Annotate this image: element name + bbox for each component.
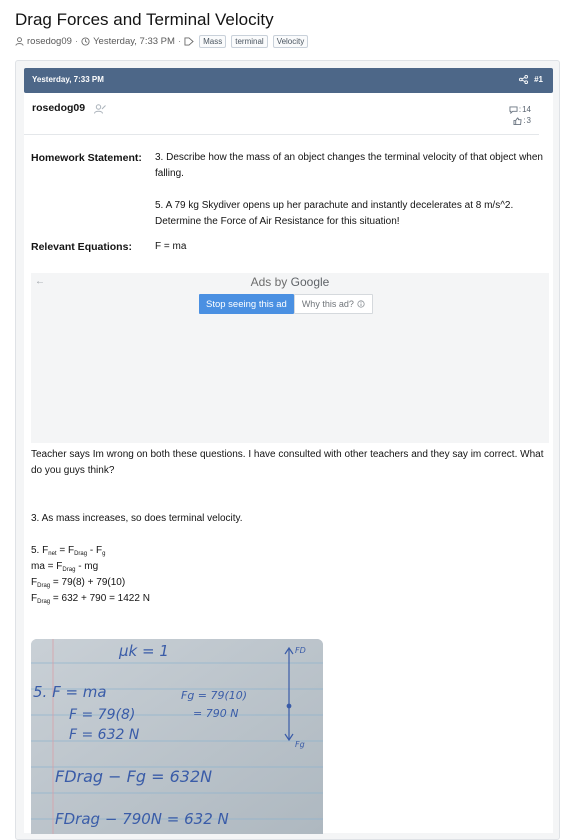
svg-text:FDrag − 790N = 632 N: FDrag − 790N = 632 N [55, 810, 229, 828]
attached-homework-photo[interactable] [31, 639, 323, 834]
equation-line-4: $F_{Drag} = 632 + 790 = 1422$ N [31, 593, 150, 605]
comment-icon [509, 106, 518, 114]
ad-back-arrow-icon[interactable]: ← [35, 276, 45, 287]
post-number-group [519, 75, 543, 84]
ad-brand-prefix: Ads by [250, 275, 288, 289]
why-this-ad-button[interactable] [294, 294, 373, 314]
post-body-text-1: Teacher says Im wrong on both these questions. I have consulted with other teachers and they say im correct. What do you guys think? [31, 449, 544, 476]
share-icon[interactable] [519, 75, 528, 84]
homework-statement-2: 5. A 79 kg Skydiver opens up her parachute and instantly decelerates at 8 m/s^2. Determine the Force of Air Resistance for this situation! [155, 200, 514, 227]
google-logo: Google [290, 275, 330, 289]
thread-title: Drag Forces and Terminal Velocity [15, 10, 274, 29]
user-row [24, 93, 539, 135]
post-body-text-2: 3. As mass increases, so does terminal velocity. [31, 513, 243, 524]
meta-separator: · [177, 36, 182, 47]
why-this-ad-label: Why this ad? [301, 299, 354, 309]
thread-meta [15, 35, 308, 48]
relevant-equations-text: F = ma [155, 241, 187, 252]
stop-seeing-ad-button[interactable]: Stop seeing this ad [199, 294, 294, 314]
equation-line-3: $F_{Drag} = 79(8) + 79(10)$ [31, 577, 126, 589]
homework-statement-1: 3. Describe how the mass of an object changes the terminal velocity of that object when falling. [155, 152, 543, 179]
svg-text:μk = 1: μk = 1 [119, 642, 169, 660]
ad-brand [31, 275, 549, 289]
tag-terminal[interactable]: terminal [231, 35, 267, 48]
tag-mass[interactable]: Mass [199, 35, 226, 48]
user-status-icon [94, 104, 106, 114]
tag-velocity[interactable]: Velocity [273, 35, 309, 48]
clock-icon [81, 37, 90, 46]
user-icon [15, 37, 24, 46]
thumbs-up-icon [513, 117, 522, 125]
post-number[interactable]: #1 [534, 75, 543, 84]
equation-line-2: ma = $F_{Drag}$ - mg [31, 561, 99, 573]
replies-stat: : 14 [509, 104, 531, 115]
post-username[interactable]: rosedog09 [32, 102, 86, 114]
likes-stat: : 3 [509, 115, 531, 126]
svg-text:5. F = ma: 5. F = ma [33, 683, 107, 701]
ad-container [31, 273, 549, 443]
thread-time-link[interactable]: Yesterday, 7:33 PM [93, 36, 175, 47]
svg-text:= 790 N: = 790 N [193, 707, 239, 720]
svg-text:Fg = 79(10): Fg = 79(10) [181, 689, 248, 702]
svg-text:FD: FD [295, 646, 306, 655]
user-stats [509, 104, 531, 126]
ad-buttons [199, 294, 373, 314]
svg-text:F = 79(8): F = 79(8) [69, 707, 136, 723]
svg-text:Fg: Fg [295, 740, 305, 749]
post-container [15, 60, 560, 840]
thread-author-link[interactable]: rosedog09 [27, 36, 72, 47]
svg-text:F = 632 N: F = 632 N [69, 727, 140, 743]
relevant-equations-label: Relevant Equations: [31, 241, 132, 253]
likes-count: 3 [526, 116, 531, 125]
handwritten-notes-image [31, 639, 323, 834]
post-header [24, 68, 553, 93]
info-icon [357, 300, 365, 308]
tag-icon [184, 37, 194, 46]
svg-text:FDrag − Fg = 632N: FDrag − Fg = 632N [55, 767, 213, 786]
post-date[interactable]: Yesterday, 7:33 PM [32, 75, 104, 84]
meta-separator: · [74, 36, 79, 47]
post-body [24, 93, 553, 833]
replies-count: 14 [522, 105, 531, 114]
equation-line-1: 5. $F_{net} = F_{Drag} - F_g$ [31, 545, 106, 557]
homework-statement-label: Homework Statement: [31, 152, 142, 164]
